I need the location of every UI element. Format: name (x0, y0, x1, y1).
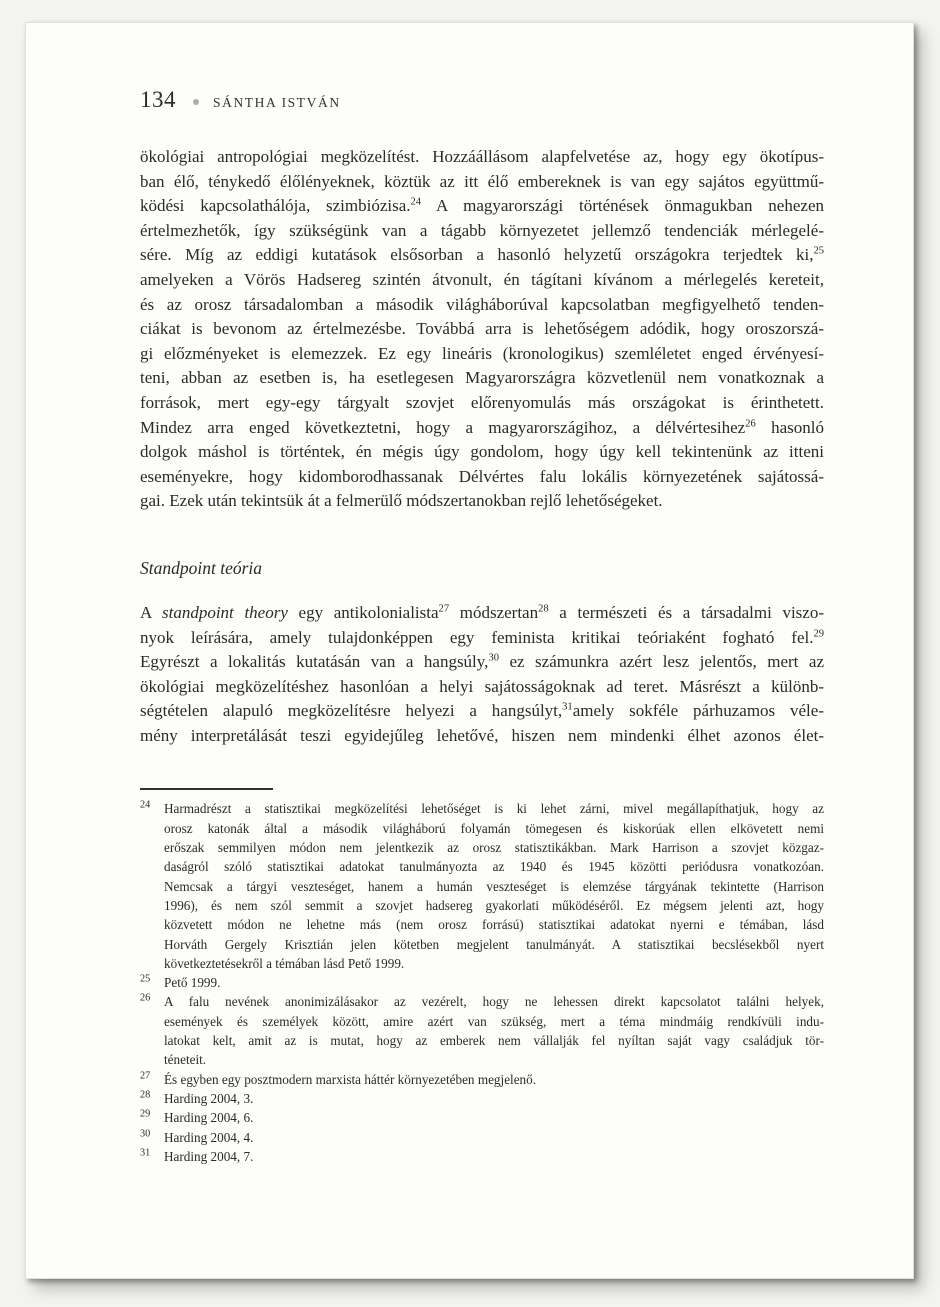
footnote-line: latokat kelt, amit az is mutat, hogy az emberek nem vállalják fel nyíltan saját vagy családjuk tör- (164, 1033, 824, 1049)
text-line: Mindez arra enged következtetni, hogy a magyarországihoz, a délvértesihez$^{26}$ hasonló (140, 417, 824, 437)
footnotes-section (140, 799, 824, 1166)
text-line: és az orosz társadalomban a második világháborúval kapcsolatban megfigyelhető tenden- (140, 294, 824, 314)
footnote-number: 28 (140, 1089, 151, 1101)
footnote-line: És egyben egy posztmodern marxista háttér környezetében megjelenő. (164, 1071, 537, 1087)
text-line: ban élő, ténykedő élőlényeknek, köztük az itt élő embereknek is van egy sajátos együttmű- (140, 171, 824, 191)
footnote-30 (140, 1128, 824, 1147)
text-line: értelmezhetők, így szükségünk van a tágabb környezetet jellemző tendenciák mérlegelé- (140, 220, 824, 240)
footnote-number: 31 (140, 1147, 151, 1159)
text-line: gi előzményeket is elemezzek. Ez egy lineáris (kronologikus) szemléletet enged érvényesí- (140, 343, 824, 363)
text-line: gai. Ezek után tekintsük át a felmerülő módszertanokban rejlő lehetőségeket. (140, 491, 663, 511)
body-paragraph-2 (140, 601, 824, 749)
footnote-line: erőszak semmilyen módon nem jelentkezik az orosz statisztikákban. Mark Harrison a szovjet közgaz- (164, 840, 824, 856)
text-line: ciákat is bevonom az értelmezésbe. Továbbá arra is lehetőségem adódik, hogy oroszorszá- (140, 319, 824, 339)
page-content (26, 87, 913, 1166)
footnote-25 (140, 973, 824, 992)
footnote-line: daságról szóló statisztikai adatokat tanulmányozta az 1940 és 1945 közötti periódusra vonatkozóan. (164, 859, 824, 875)
footnote-line: közvetett módon ne lehetne más (nem orosz forrású) statisztikai adatokat nyerni e témában, lásd (164, 917, 824, 933)
text-line: A standpoint theory egy antikolonialista$^{27}$ módszertan$^{28}$ a természeti és a társadalmi viszo- (140, 602, 824, 622)
book-page (25, 22, 914, 1279)
text-line: nyok leírására, amely tulajdonképpen egy feminista kritikai teóriaként fogható fel.$^{29}$ (140, 627, 824, 647)
text-line: források, mert egy-egy tárgyalt szovjet előrenyomulás más országokat is érinthetett. (140, 392, 824, 412)
footnote-text (164, 1128, 824, 1147)
text-line: eseményekre, hogy kidomborodhassanak Délvértes falu lokális környezetének sajátossá- (140, 466, 824, 486)
footnote-28 (140, 1089, 824, 1108)
footnote-27 (140, 1070, 824, 1089)
footnote-29 (140, 1108, 824, 1127)
footnote-line: Harding 2004, 4. (164, 1129, 254, 1145)
footnote-text (164, 799, 824, 973)
footnote-text (164, 1070, 824, 1089)
text-line: amelyeken a Vörös Hadsereg szintén átvonult, én tágítani kívánom a mérlegelés kereteit, (140, 269, 824, 289)
footnote-text (164, 1147, 824, 1166)
text-line: ökológiai antropológiai megközelítést. Hozzáállásom alapfelvetése az, hogy egy ökotípus- (140, 147, 824, 166)
footnote-line: A falu nevének anonimizálásakor az vezérelt, hogy ne lehessen direkt kapcsolatot találni helyek, (164, 994, 824, 1010)
footnote-line: következtetésekről a témában lásd Pető 1999. (164, 955, 405, 971)
footnote-line: Harding 2004, 6. (164, 1110, 254, 1126)
footnote-number: 26 (140, 993, 151, 1005)
footnote-text (164, 1108, 824, 1127)
footnote-line: Harmadrészt a statisztikai megközelítési lehetőséget is ki lehet zárni, mivel megállapíthatjuk, hogy az (164, 801, 824, 817)
footnote-number: 25 (140, 973, 151, 985)
text-line: ségtételen alapuló megközelítésre helyezi a hangsúlyt,$^{31}$amely sokféle párhuzamos véle- (140, 701, 824, 721)
text-line: ökológiai megközelítéshez hasonlóan a helyi sajátosságoknak ad teret. Másrészt a különb- (140, 676, 824, 696)
author-name: SÁNTHA ISTVÁN (213, 95, 341, 110)
section-heading: Standpoint teória (140, 557, 263, 578)
body-paragraph-1 (140, 145, 824, 514)
text-line: ködési kapcsolathálója, szimbiózisa.$^{24}$ A magyarországi történések önmagukban nehezen (140, 196, 824, 216)
footnote-number: 24 (140, 800, 151, 812)
footnote-number: 30 (140, 1128, 151, 1140)
page-header (140, 87, 824, 116)
footnote-line: Harding 2004, 7. (164, 1148, 254, 1164)
footnote-line: 1996), és nem szól semmit a szovjet hadsereg gyakorlati működéséről. Ez mégsem jelenti azt, hogy (164, 897, 824, 913)
footnote-text (164, 992, 824, 1069)
bullet-separator-icon (193, 99, 199, 105)
footnote-24 (140, 799, 824, 973)
footnote-26 (140, 992, 824, 1069)
footnote-31 (140, 1147, 824, 1166)
text-line: teni, abban az esetben is, ha esetlegesen Magyarországra közvetlenül nem vonatkoznak a (140, 368, 824, 388)
footnote-text (164, 973, 824, 992)
footnote-line: események és személyek között, amire azért van szükség, mert a téma mindmáig rendkívüli indu- (164, 1013, 824, 1029)
footnote-line: Pető 1999. (164, 975, 221, 991)
footnote-line: orosz katonák által a második világháború folyamán tömegesen és kiskorúak ellen elkövetett nemi (164, 820, 824, 836)
footnote-separator-rule (140, 788, 273, 790)
footnote-line: Nemcsak a tárgyi veszteséget, hanem a humán veszteséget is elemzése tárgyának tekintette (Harrison (164, 878, 824, 894)
text-line: sére. Míg az eddigi kutatások elsősorban a hasonló helyzetű országokra terjedtek ki,$^{25}$ (140, 245, 824, 265)
page-number: 134 (140, 87, 176, 112)
footnote-number: 29 (140, 1108, 151, 1120)
text-line: Egyrészt a lokalitás kutatásán van a hangsúly,$^{30}$ ez számunkra azért lesz jelentős, mert az (140, 652, 824, 672)
footnote-line: téneteit. (164, 1052, 207, 1068)
footnote-line: Harding 2004, 3. (164, 1090, 254, 1106)
footnote-line: Horváth Gergely Krisztián jelen kötetben megjelent tanulmányát. A statisztikai becslésekből nyert (164, 936, 824, 952)
text-line: mény interpretálását teszi egyidejűleg lehetővé, hiszen nem mindenki élhet azonos élet- (140, 725, 824, 745)
footnote-number: 27 (140, 1070, 151, 1082)
footnote-text (164, 1089, 824, 1108)
text-line: dolgok máshol is történtek, én mégis úgy gondolom, hogy úgy kell tekintenünk az itteni (140, 442, 824, 462)
